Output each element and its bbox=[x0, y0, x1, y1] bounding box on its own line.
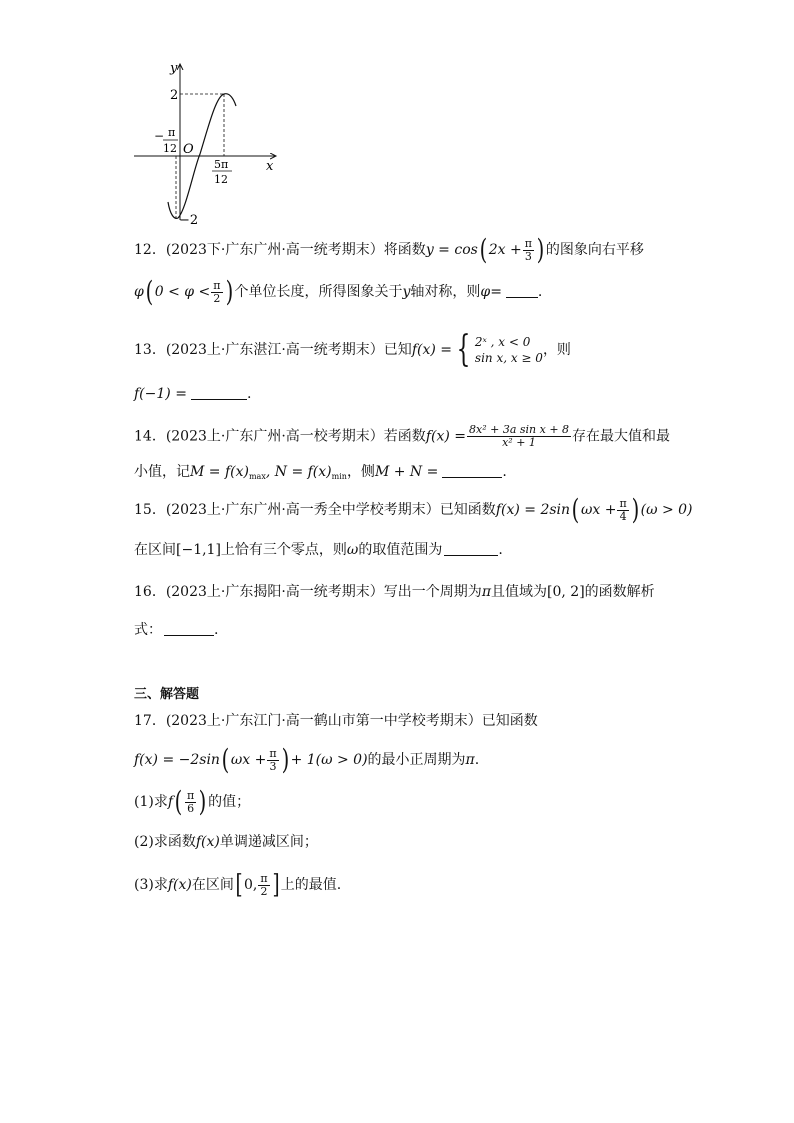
sine-graph-figure bbox=[128, 58, 288, 228]
q16-answer-blank[interactable] bbox=[164, 621, 214, 636]
question-13-line-1: 13．(2023上·广东湛江·高一统考期末）已知f(x) = { 2ˣ , x < 0 sin x, x ≥ 0 ，则 bbox=[134, 329, 571, 370]
question-17-line-1: 17．(2023上·广东江门·高一鹤山市第一中学校考期末）已知函数 bbox=[134, 713, 538, 729]
question-17-part-2: (2)求函数f(x)单调递减区间； bbox=[134, 834, 318, 850]
right-x-denominator: 12 bbox=[214, 173, 228, 186]
q13-answer-blank[interactable] bbox=[191, 385, 247, 400]
q12-frac: $\frac{\pi}{3}$ bbox=[524, 236, 532, 263]
q15-answer-blank[interactable] bbox=[444, 541, 498, 556]
y-max-label: 2 bbox=[170, 88, 179, 103]
question-16-line-2: 式： . bbox=[134, 622, 219, 638]
question-12-line-2: φ( 0 < φ < $\frac{\pi}{2}$ ) 个单位长度，所得图象关于y轴对称，则φ= . bbox=[134, 275, 543, 308]
question-13-line-2: f(−1) = . bbox=[134, 386, 252, 402]
q13-piecewise: { 2ˣ , x < 0 sin x, x ≥ 0 bbox=[456, 329, 543, 370]
left-x-denominator: 12 bbox=[163, 142, 177, 155]
q12-answer-blank[interactable] bbox=[506, 283, 538, 298]
y-axis-label: y bbox=[170, 61, 178, 76]
question-12-line-1: 12．(2023下·广东广州·高一统考期末）将函数y = cos( 2x + $\frac{\pi}{3}$ ) 的图象向右平移 bbox=[134, 233, 644, 266]
question-14-line-1: 14．(2023上·广东广州·高一校考期末）若函数f(x) = $\frac{\text{8x² + 3a sin x + 8}}{\text{x² + 1}}$ 存在最大值和最 bbox=[134, 423, 671, 449]
section-heading-3: 三、解答题 bbox=[134, 687, 200, 702]
q14-answer-blank[interactable] bbox=[442, 463, 502, 478]
question-14-line-2: 小值，记$M = f(x)_{max}$, $N = f(x)_{min}$，侧M + N = . bbox=[134, 464, 507, 481]
question-15-line-1: 15．(2023上·广东广州·高一秀全中学校考期末）已知函数f(x) = 2sin( ωx + $\frac{\pi}{4}$ ) (ω > 0) bbox=[134, 493, 693, 526]
question-15-line-2: 在区间[−1,1]上恰有三个零点，则ω的取值范围为 . bbox=[134, 542, 503, 558]
question-17-part-1: (1)求f( $\frac{\pi}{6}$ ) 的值； bbox=[134, 785, 251, 818]
q14-frac: $\frac{\text{8x² + 3a sin x + 8}}{\text{x² + 1}}$ bbox=[469, 423, 570, 449]
question-17-line-2: f(x) = −2sin( ωx + $\frac{\pi}{3}$ ) + 1(ω > 0)的最小正周期为π. bbox=[134, 743, 480, 776]
x-axis-label: x bbox=[266, 159, 274, 174]
left-x-sign: − bbox=[154, 129, 165, 143]
right-x-numerator: 5π bbox=[214, 158, 229, 171]
question-17-part-3: (3)求f(x)在区间[ 0, $\frac{\pi}{2}$ ] 上的最值. bbox=[134, 870, 342, 900]
left-x-numerator: π bbox=[168, 126, 176, 139]
origin-label: O bbox=[183, 142, 194, 157]
question-16-line-1: 16．(2023上·广东揭阳·高一统考期末）写出一个周期为π且值域为[0, 2]的函数解析 bbox=[134, 584, 655, 600]
y-min-label: −2 bbox=[179, 213, 199, 228]
